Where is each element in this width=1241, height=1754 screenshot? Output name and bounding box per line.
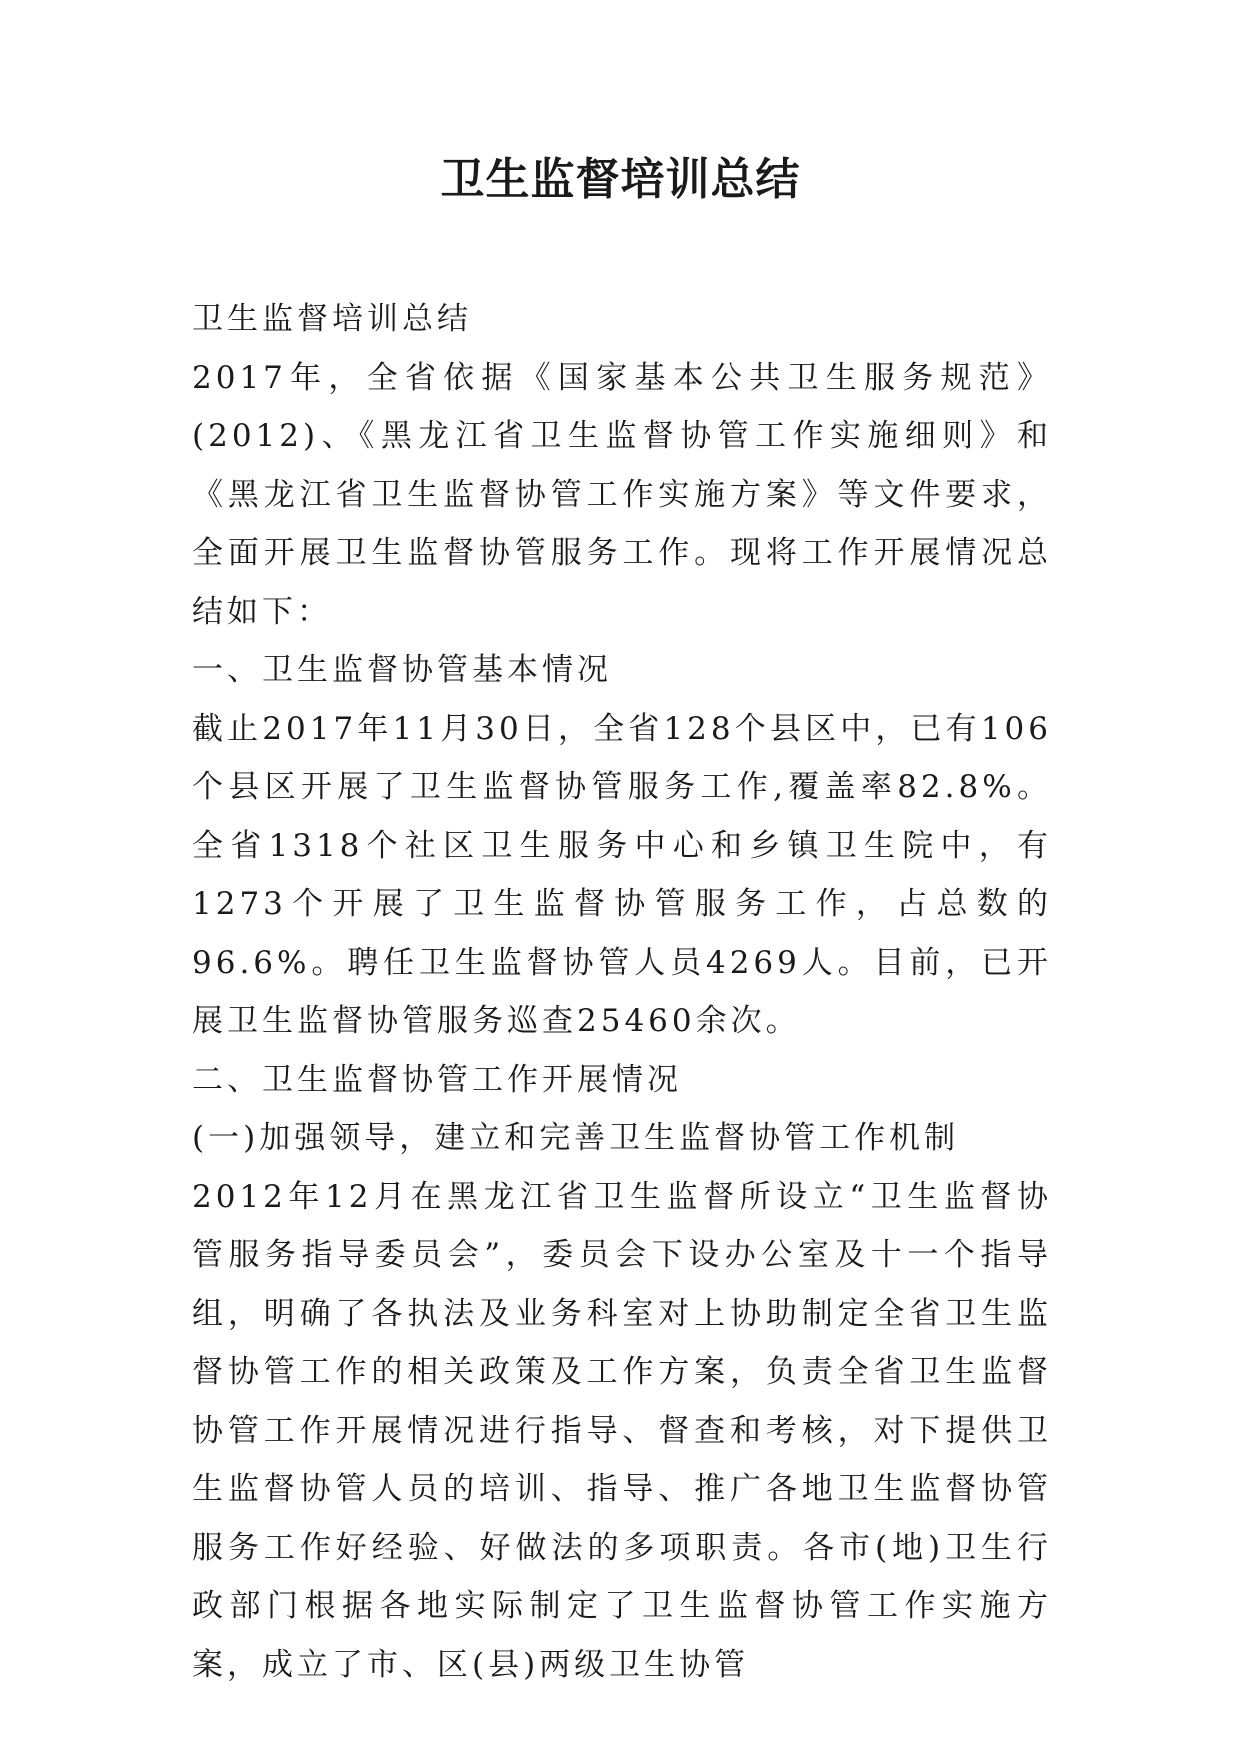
- document-body: [192, 290, 1052, 1694]
- document-title: 卫生监督培训总结: [440, 154, 801, 205]
- subsection-heading-1: (一)加强领导，建立和完善卫生监督协管工作机制: [192, 1120, 960, 1156]
- intro-paragraph: 2017年，全省依据《国家基本公共卫生服务规范》(2012)、《黑龙江省卫生监督协管工作实施细则》和《黑龙江省卫生监督协管工作实施方案》等文件要求，全面开展卫生监督协管服务工作。现将工作开展情况总结如下：: [192, 359, 1052, 630]
- body-subtitle: 卫生监督培训总结: [192, 301, 472, 337]
- mechanism-paragraph: 2012年12月在黑龙江省卫生监督所设立“卫生监督协管服务指导委员会”，委员会下设办公室及十一个指导组，明确了各执法及业务科室对上协助制定全省卫生监督协管工作的相关政策及工作方案，负责全省卫生监督协管工作开展情况进行指导、督查和考核，对下提供卫生监督协管人员的培训、指导、推广各地卫生监督协管服务工作好经验、好做法的多项职责。各市(地)卫生行政部门根据各地实际制定了卫生监督协管工作实施方案，成立了市、区(县)两级卫生协管: [192, 1178, 1052, 1683]
- statistics-paragraph: 截止2017年11月30日，全省128个县区中，已有106个县区开展了卫生监督协管服务工作,覆盖率82.8%。全省1318个社区卫生服务中心和乡镇卫生院中，有1273个开展了卫生监督协管服务工作，占总数的96.6%。聘任卫生监督协管人员4269人。目前，已开展卫生监督协管服务巡查25460余次。: [192, 710, 1052, 1039]
- section-heading-2: 二、卫生监督协管工作开展情况: [192, 1061, 682, 1098]
- section-heading-1: 一、卫生监督协管基本情况: [192, 652, 612, 688]
